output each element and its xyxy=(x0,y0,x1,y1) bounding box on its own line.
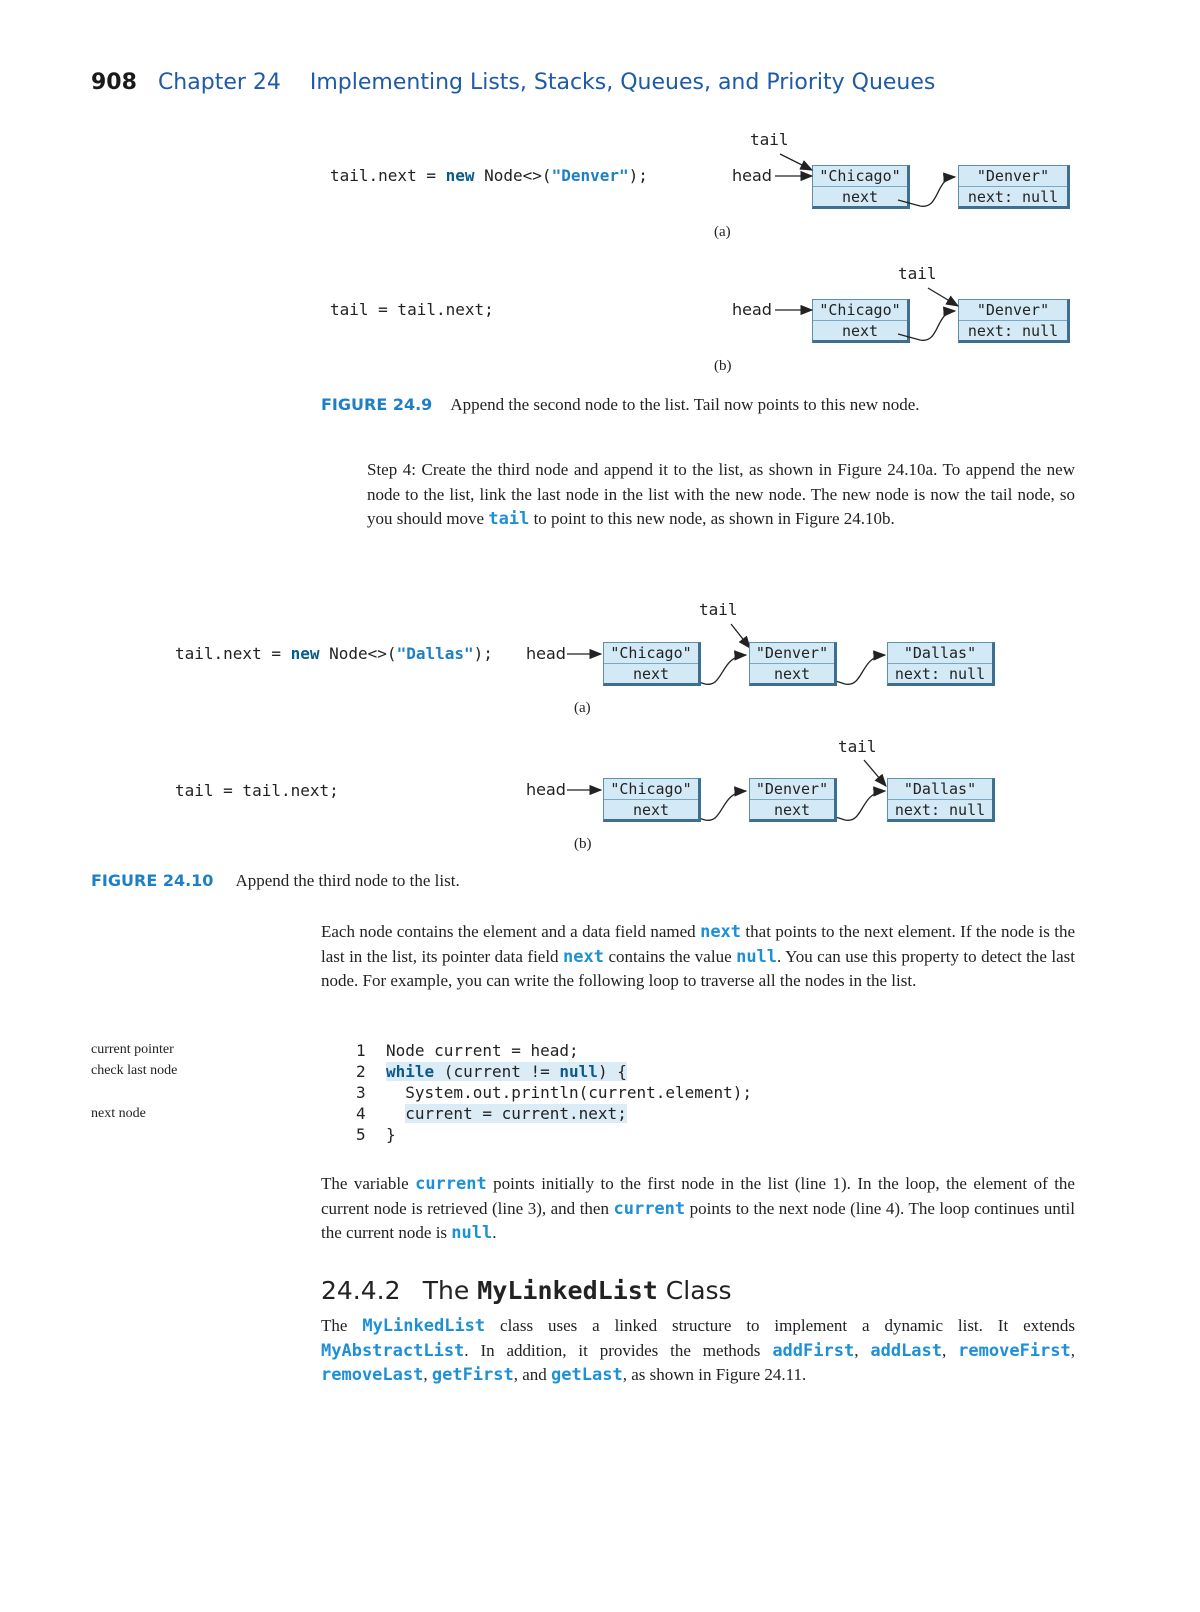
code-listing xyxy=(356,1040,752,1145)
arrow xyxy=(898,311,955,340)
tail-label: tail xyxy=(838,737,877,756)
code-line-5: 5 } xyxy=(356,1125,396,1144)
paragraph-current-variable: The variable current points initially to the first node in the list (line 1). In the loop, the element of the current node is retrieved (line 3), and then current points to the next node (line 4). The loop continues until the current node is null. xyxy=(321,1174,1075,1243)
head-label: head xyxy=(526,644,566,663)
arrow xyxy=(928,288,958,306)
code-line-3: 3 System.out.println(current.element); xyxy=(356,1083,753,1102)
fig24-9a-code: tail.next = new Node<>("Denver"); xyxy=(330,166,648,185)
fig24-9b-code: tail = tail.next; xyxy=(330,300,494,319)
code-line-1: 1 Node current = head; xyxy=(356,1041,579,1060)
node-denver: "Denver" next xyxy=(749,778,837,822)
margin-note-current-pointer: current pointer xyxy=(91,1042,174,1057)
arrow xyxy=(898,177,955,206)
node-chicago: "Chicago" next xyxy=(603,778,701,822)
arrow xyxy=(864,760,886,786)
tail-label: tail xyxy=(898,264,937,283)
section-heading: 24.4.2 The MyLinkedList Class xyxy=(321,1276,732,1305)
node-chicago: "Chicago" next xyxy=(812,165,910,209)
tail-label: tail xyxy=(699,600,738,619)
fig24-10a-label: (a) xyxy=(574,700,591,716)
fig24-9-caption: FIGURE 24.9 Append the second node to the list. Tail now points to this new node. xyxy=(321,395,920,414)
fig24-10a-code: tail.next = new Node<>("Dallas"); xyxy=(175,644,493,663)
code-line-2: 2 while (current != null) { xyxy=(356,1062,627,1081)
margin-note-next-node: next node xyxy=(91,1106,146,1121)
margin-note-check-last: check last node xyxy=(91,1063,178,1078)
head-label: head xyxy=(732,300,772,319)
head-label: head xyxy=(526,780,566,799)
page-number: 908 xyxy=(91,70,137,95)
node-denver: "Denver" next: null xyxy=(958,299,1070,343)
node-chicago: "Chicago" next xyxy=(603,642,701,686)
node-denver: "Denver" next: null xyxy=(958,165,1070,209)
arrow xyxy=(731,624,750,648)
tail-label: tail xyxy=(750,130,789,149)
fig24-9a-label: (a) xyxy=(714,224,731,240)
step4-paragraph: Step 4: Create the third node and append it to the list, as shown in Figure 24.10a. To append the new node to the list, link the last node in the list with the new node. The new node is now the tail node, so you should move tail to point to this new node, as shown in Figure 24.10b. xyxy=(367,460,1075,529)
code-line-4: 4 current = current.next; xyxy=(356,1104,627,1123)
node-dallas: "Dallas" next: null xyxy=(887,778,995,822)
node-dallas: "Dallas" next: null xyxy=(887,642,995,686)
fig24-10b-code: tail = tail.next; xyxy=(175,781,339,800)
node-denver: "Denver" next xyxy=(749,642,837,686)
arrow xyxy=(780,154,812,170)
node-chicago: "Chicago" next xyxy=(812,299,910,343)
chapter-title: Implementing Lists, Stacks, Queues, and Priority Queues xyxy=(309,70,936,95)
fig24-9b-label: (b) xyxy=(714,358,732,374)
chapter-label: Chapter 24 xyxy=(157,70,281,95)
fig24-10b-label: (b) xyxy=(574,836,592,852)
paragraph-mylinkedlist: The MyLinkedList class uses a linked structure to implement a dynamic list. It extends MyAbstractList. In addition, it provides the methods addFirst, addLast, removeFirst, removeLast, getFirst, and getLast, as shown in Figure 24.11. xyxy=(321,1316,1076,1385)
paragraph-next-field: Each node contains the element and a data field named next that points to the next element. If the node is the last in the list, its pointer data field next contains the value null. You can use this property to detect the last node. For example, you can write the following loop to traverse all the nodes in the list. xyxy=(321,922,1075,990)
head-label: head xyxy=(732,166,772,185)
fig24-10-caption: FIGURE 24.10 Append the third node to the list. xyxy=(91,871,460,890)
